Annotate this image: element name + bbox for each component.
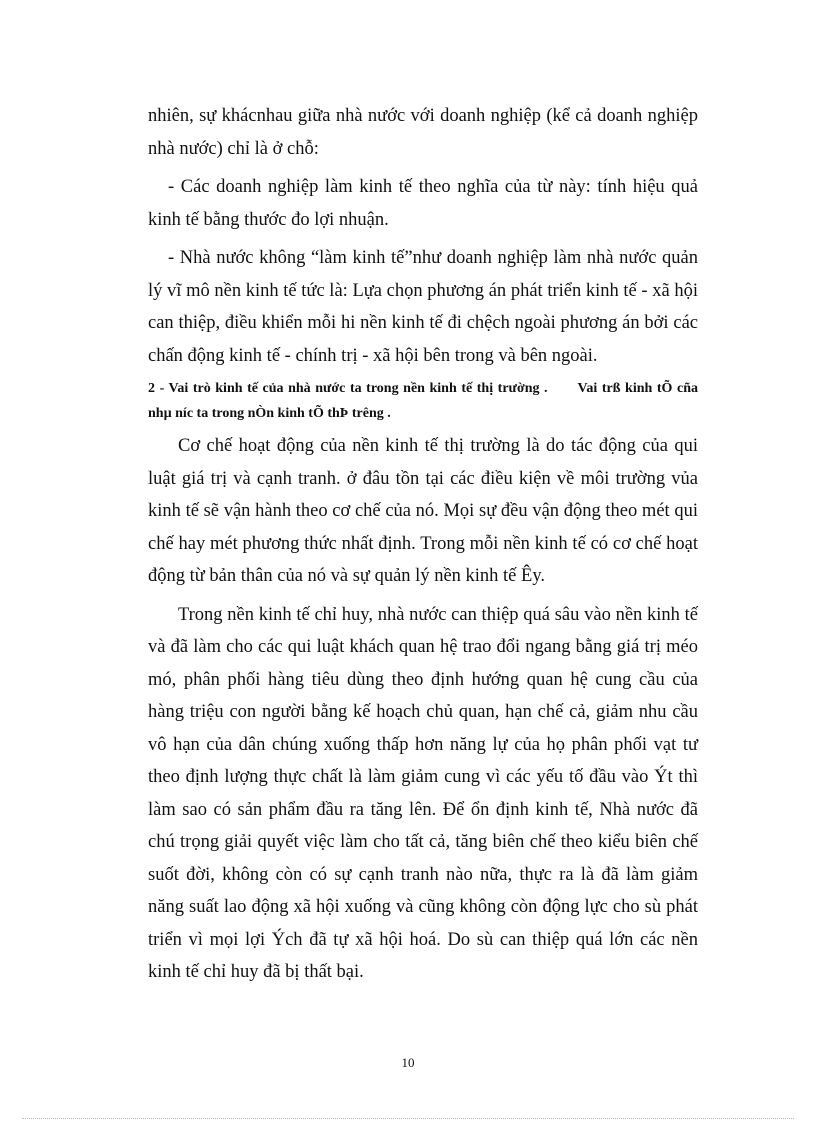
paragraph-market-mechanism: Cơ chế hoạt động của nền kinh tế thị trường là do tác động của qui luật giá trị và cạnh tranh. ở đâu tồn tại các điều kiện về môi trường vủa kinh tế sẽ vận hành theo cơ chế của nó. Mọi sự đều vận động theo mét qui chế hay mét phương thức nhất định. Trong mỗi nền kinh tế có cơ chế hoạt động từ bản thân của nó và sự quản lý nền kinh tế Êy.	[148, 436, 698, 586]
paragraph-bullet-enterprises: - Các doanh nghiệp làm kinh tế theo nghĩa của từ này: tính hiệu quả kinh tế bằng thước đo lợi nhuận.	[148, 177, 698, 230]
page-number: 10	[401, 1055, 415, 1070]
paragraph-bullet-state: - Nhà nước không “làm kinh tế”như doanh nghiệp làm nhà nước quản lý vĩ mô nền kinh tế tức là: Lựa chọn phương án phát triển kinh tế - xã hội can thiệp, điều khiển mỗi hi nền kinh tế đi chệch ngoài phương án bởi các chấn động kinh tế - chính trị - xã hội bên trong và bên ngoài.	[148, 248, 698, 366]
section-heading	[148, 376, 698, 426]
page-border-line	[22, 1118, 794, 1119]
section-heading-garbled: Vai trß kinh tÕ cña nhµ níc ta trong nÒn kinh tÕ thÞ trêng .	[148, 381, 698, 421]
section-heading-text: 2 - Vai trò kinh tế của nhà nước ta trong nền kinh tế thị trường .	[148, 381, 548, 396]
body-text	[148, 100, 698, 989]
paragraph-intro-continuation: nhiên, sự khácnhau giữa nhà nước với doanh nghiệp (kể cả doanh nghiệp nhà nước) chỉ là ở chỗ:	[148, 106, 698, 159]
paragraph-command-economy: Trong nền kinh tế chỉ huy, nhà nước can thiệp quá sâu vào nền kinh tế và đã làm cho các qui luật khách quan hệ trao đổi ngang bằng giá trị méo mó, phân phối hàng tiêu dùng theo định hướng quan hệ cung cầu của hàng triệu con người bằng kế hoạch chủ quan, hạn chế cả, giảm nhu cầu vô hạn của dân chúng xuống thấp hơn năng lự của họ phân phối vạt tư theo định lượng thực chất là làm giảm cung vì các yếu tố đầu vào Ýt thì làm sao có sản phẩm đầu ra tăng lên. Để ổn định kinh tế, Nhà nước đã chú trọng giải quyết việc làm cho tất cả, tăng biên chế theo kiểu biên chế suốt đời, không còn có sự cạnh tranh nào nữa, thực ra là đã làm giảm năng suất lao động xã hội xuống và cũng không còn động lực cho sù phát triển vì mọi lợi Ých đã tự xã hội hoá. Do sù can thiệp quá lớn các nền kinh tế chỉ huy đã bị thất bại.	[148, 604, 698, 982]
